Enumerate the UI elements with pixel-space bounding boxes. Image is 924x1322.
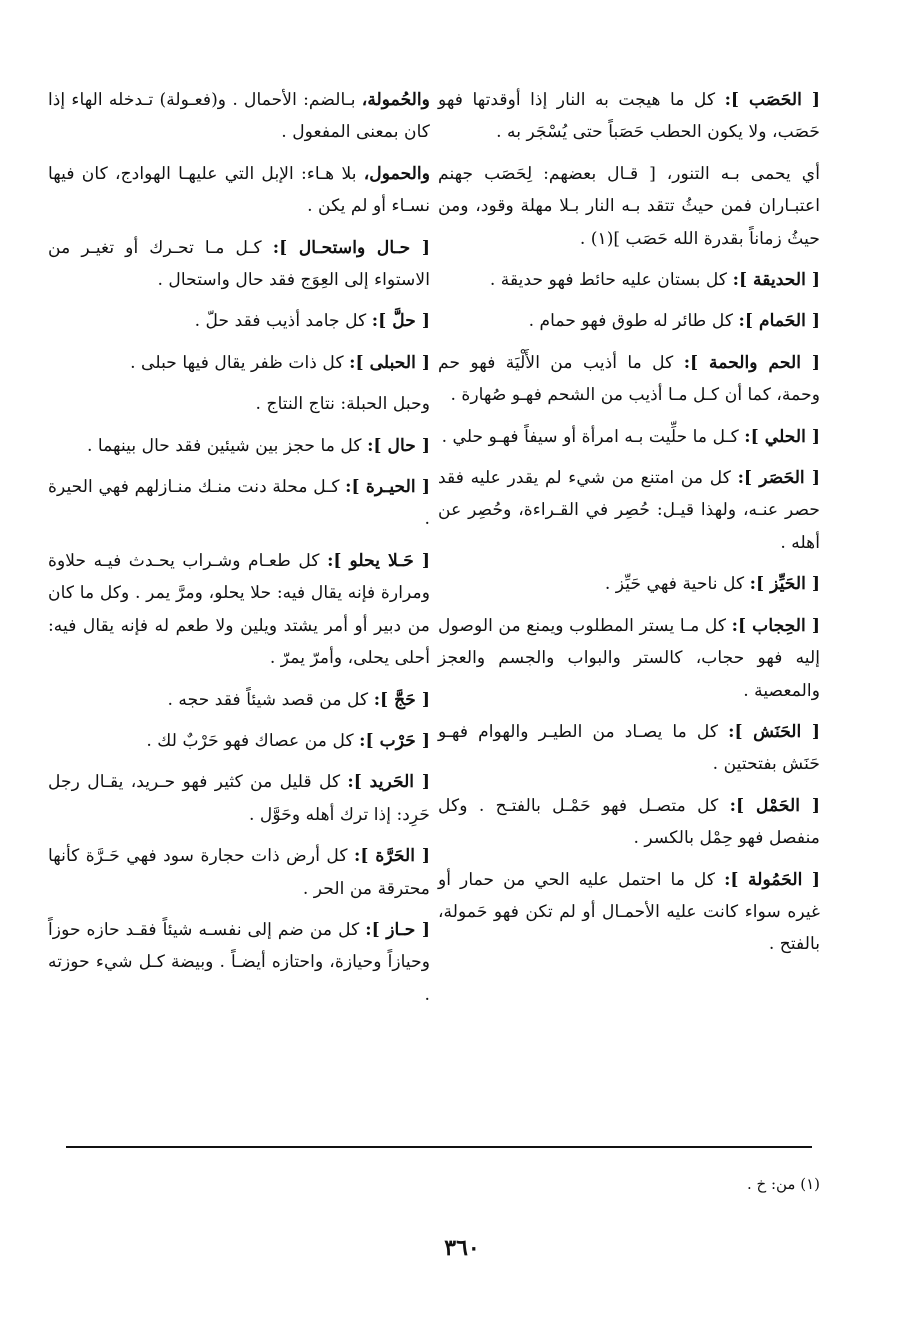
entry-headword: [ حلَّ ]: (371, 311, 430, 332)
entry-definition: كل ما يصـاد من الطيـر والهوام فهـو حَنَش بفتحتين . (438, 721, 820, 775)
entry-headword: [ الحَنَش ]: (728, 721, 820, 742)
dictionary-entry (438, 158, 820, 255)
dictionary-entry (48, 471, 430, 536)
entry-definition: بـالضم: الأحمال . و(فعـولة) تـدخله الهاء إذا كان بمعنى المفعول . (48, 90, 430, 143)
entry-headword: [ حَرْب ]: (359, 730, 430, 751)
entry-definition: كل ناحية فهي حَيِّز . (604, 574, 745, 595)
dictionary-entry (438, 462, 820, 559)
dictionary-entry (438, 790, 820, 855)
dictionary-entry (48, 84, 430, 149)
entry-headword: [ الحلي ]: (744, 426, 820, 447)
entry-definition: كل ذات ظفر يقال فيها حبلى . (130, 352, 344, 373)
entry-headword: [ الحَمام ]: (738, 311, 820, 332)
entry-definition: كل من امتنع من شيء لم يقدر عليه فقد حصر عنـه، ولهذا قيـل: حُصِر في القـراءة، وحُصِر عن أهله . (438, 468, 820, 553)
entry-headword: [ الحِجاب ]: (731, 615, 820, 636)
dictionary-entry (48, 232, 430, 297)
left-column (48, 84, 430, 1020)
right-column (438, 84, 820, 970)
entry-definition: كل ما حجز بين شيئين فقد حال بينهما . (86, 435, 362, 456)
entry-headword: [ الحَصَب ]: (724, 90, 820, 110)
entry-definition: كل طائر له طوق فهو حمام . (528, 311, 734, 332)
entry-definition: كل من عصاك فهو حَرْبٌ لك . (146, 730, 354, 751)
entry-definition: كل جامد أذيب فقد حلّ . (194, 311, 367, 332)
entry-definition: بلا هـاء: الإبل التي عليهـا الهوادج، كان فيها نسـاء أو لم يكن . (48, 163, 430, 217)
dictionary-entry (438, 264, 820, 296)
entry-headword: [ حال ]: (367, 435, 430, 456)
entry-headword: [ الحَمْل ]: (729, 795, 821, 816)
dictionary-entry (48, 684, 430, 716)
entry-definition: كـل مـا تحـرك أو تغيـر من الاستواء إلى العِوَج فقد حال واستحال . (48, 237, 430, 291)
dictionary-entry (438, 421, 820, 453)
entry-headword: والحمول، (363, 163, 430, 184)
dictionary-entry (438, 716, 820, 781)
dictionary-entry (438, 610, 820, 707)
dictionary-entry (438, 84, 820, 149)
entry-headword: [ حـاز ]: (365, 919, 431, 940)
entry-headword: [ الحَمُولة ]: (724, 869, 821, 890)
dictionary-entry (48, 545, 430, 675)
entry-headword: [ الحَريد ]: (347, 772, 430, 793)
footnote: (١) من: خ . (746, 1175, 820, 1193)
dictionary-entry (48, 914, 430, 1011)
entry-headword: [ الحَصَر ]: (737, 468, 820, 489)
entry-definition: كل طعـام وشـراب يحـدث فيـه حلاوة ومرارة فإنه يقال فيه: حلا يحلو، ومرَّ يمر . وكل ما كان من دبير أو أمر يشتد ويلين ولا طعم له فإنه يقال فيه: أحلى يحلى، وأمرّ يمرّ . (48, 550, 430, 669)
dictionary-entry (48, 347, 430, 379)
entry-definition: كل ما هيجت به النار إذا أوقدتها فهو حَصَب، ولا يكون الحطب حَصَباً حتى يُسْجَر به . (438, 90, 820, 143)
entry-headword: [ الحيـرة ]: (345, 477, 430, 498)
dictionary-entry (438, 347, 820, 412)
entry-headword: والحُمولة، (361, 90, 430, 110)
entry-headword: [ حـال واستحـال ]: (272, 237, 430, 258)
entry-headword: [ الحَرَّة ]: (353, 846, 431, 867)
entry-definition: كل قليل من كثير فهو حـريد، يقـال رجل حَرِد: إذا ترك أهله وحَوَّل . (48, 772, 430, 825)
entry-headword: [ حَـلا يحلو ]: (327, 550, 431, 571)
entry-headword: [ الحديقة ]: (732, 270, 820, 291)
entry-definition: وحبل الحبلة: نتاج النتاج . (255, 394, 430, 415)
entry-definition: كل من ضم إلى نفسـه شيئاً فقـد حازه حوزاً وحيازاً وحيازة، واحتازه أيضـاً . وبيضة كـل شيء حوزته . (48, 919, 430, 1005)
footnote-divider (66, 1146, 812, 1148)
entry-headword: [ الحبلى ]: (349, 352, 430, 373)
page-number: ٣٦٠ (444, 1235, 480, 1261)
entry-definition: كـل ما حلِّيت بـه امرأة أو سيفاً فهـو حلي . (441, 426, 739, 447)
dictionary-entry (438, 864, 820, 961)
dictionary-entry (48, 430, 430, 462)
dictionary-entry (438, 305, 820, 337)
dictionary-entry (48, 840, 430, 905)
dictionary-entry (48, 305, 430, 337)
entry-definition: كل ما أذيب من الأَلْيَة فهو حم وحمة، كما أن كـل مـا أذيب من الشحم فهـو صُهارة . (438, 352, 820, 406)
entry-headword: [ الحم والحمة ]: (683, 352, 820, 373)
entry-headword: [ الحَيِّز ]: (749, 574, 820, 595)
entry-definition: كل ما احتمل عليه الحي من حمار أو غيره سواء كانت عليه الأحمـال أو لم تكن فهو حَمولة، بالفتح . (438, 869, 820, 955)
dictionary-entry (48, 725, 430, 757)
entry-definition: كل أرض ذات حجارة سود فهي حَـرَّة كأنها محترقة من الحر . (48, 846, 430, 899)
dictionary-entry (48, 388, 430, 420)
entry-definition: كـل محلة دنت منـك منـازلهم فهي الحيرة . (48, 477, 430, 530)
dictionary-entry (438, 568, 820, 600)
entry-definition: كل مـا يستر المطلوب ويمنع من الوصول إليه فهو حجاب، كالستر والبواب والجسم والعجز والمعصية . (438, 615, 820, 701)
entry-definition: كل متصـل فهو حَمْـل بالفتـح . وكل منفصل فهو حِمْل بالكسر . (438, 795, 820, 849)
entry-definition: كل من قصد شيئاً فقد حجه . (167, 689, 369, 710)
dictionary-entry (48, 158, 430, 223)
entry-headword: [ حَجَّ ]: (373, 689, 430, 710)
dictionary-entry (48, 766, 430, 831)
entry-definition: أي يحمى بـه التنور، [ قـال بعضهم: لِحَصَب جهنم اعتبـاران فمن حيثُ تتقد بـه النار بـلا مهلة وقود، ومن حيثُ زماناً بقدرة الله حَصَب ](١) . (438, 163, 820, 249)
entry-definition: كل بستان عليه حائط فهو حديقة . (489, 270, 728, 291)
